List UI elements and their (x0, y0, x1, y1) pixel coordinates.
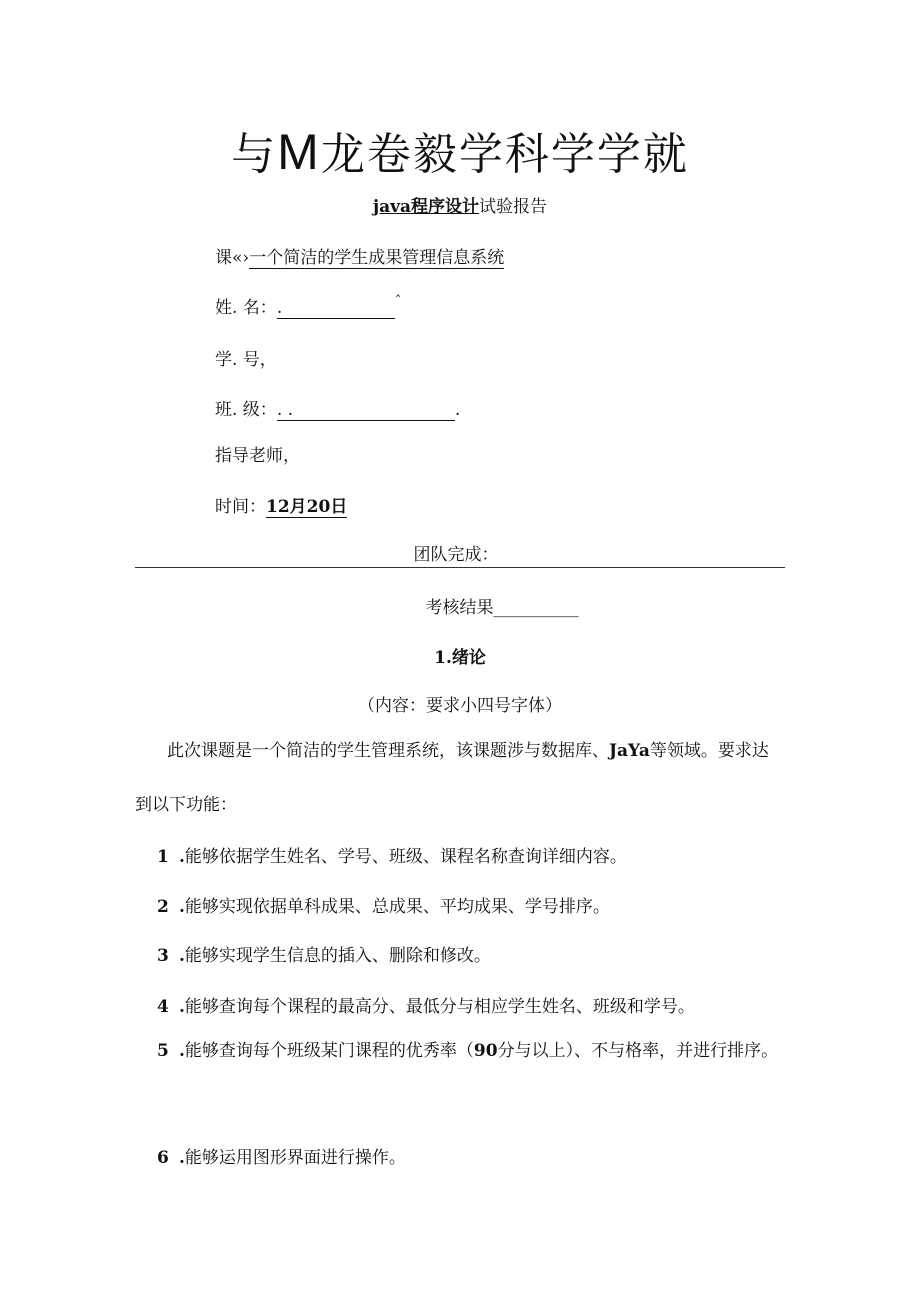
intro-part1: 此次课题是一个简洁的学生管理系统，该课题涉与数据库、 (167, 741, 609, 761)
name-field (215, 293, 401, 319)
document-title (0, 118, 920, 182)
section-note: （内容：要求小四号字体） (358, 696, 562, 716)
list-item (157, 892, 610, 917)
advisor-label: 指导老师， (215, 446, 300, 466)
item-number: 5 (157, 1041, 169, 1061)
item-dot: . (179, 847, 185, 867)
list-item (157, 992, 695, 1017)
name-tail: ˆ (394, 294, 402, 309)
item-dot: . (179, 946, 185, 966)
class-tail: . (454, 400, 461, 420)
list-item (157, 1143, 406, 1168)
title-part2: 龙卷毅学科学学就 (320, 129, 689, 180)
intro-bold: JaYa (609, 741, 650, 761)
name-value-text: . (276, 298, 283, 318)
report-subtitle (0, 192, 920, 217)
date-value: 12月20日 (266, 497, 348, 517)
item-text: 能够运用图形界面进行操作。 (184, 1148, 406, 1168)
topic-label: 课«› (215, 248, 250, 268)
date-field (215, 492, 347, 518)
team-completion: 团队完成： (413, 545, 499, 565)
item-text: 能够实现学生信息的插入、删除和修改。 (184, 946, 491, 966)
name-label: 姓. 名： (215, 298, 277, 318)
intro-paragraph (135, 724, 785, 832)
section-heading: 1.绪论 (434, 648, 486, 668)
list-item (157, 941, 491, 966)
item-number: 4 (157, 997, 169, 1017)
item-text-part2: 分与以上）、不与格率，并进行排序。 (497, 1041, 779, 1061)
item-number: 1 (157, 847, 169, 867)
student-id-label: 学. 号， (215, 350, 277, 370)
item-dot: . (179, 1041, 185, 1061)
title-m: M (277, 124, 321, 180)
advisor-field (215, 441, 300, 466)
intro-part2: 等领域。要求达到以下功能： (135, 741, 769, 815)
class-value-text: . . (276, 400, 294, 420)
item-number: 6 (157, 1148, 169, 1168)
item-dot: . (179, 997, 185, 1017)
item-text: 能够依据学生姓名、学号、班级、课程名称查询详细内容。 (184, 847, 627, 867)
class-field (215, 395, 460, 421)
name-value (277, 298, 395, 319)
item-text: 能够查询每个课程的最高分、最低分与相应学生姓名、班级和学号。 (184, 997, 695, 1017)
student-id-field (215, 345, 277, 370)
assessment-blank: __________ (493, 598, 579, 618)
topic-field (215, 243, 504, 269)
topic-value: 一个简洁的学生成果管理信息系统 (249, 248, 505, 268)
item-number: 3 (157, 946, 169, 966)
assessment-result (42, 593, 920, 618)
assessment-label: 考核结果 (425, 598, 494, 618)
item-dot: . (179, 1148, 185, 1168)
subtitle-course: java程序设计 (372, 197, 480, 217)
subtitle-rest: 试验报告 (479, 197, 548, 217)
item-text: 能够实现依据单科成果、总成果、平均成果、学号排序。 (184, 897, 610, 917)
item-number: 2 (157, 897, 169, 917)
divider-line (135, 567, 785, 568)
date-label: 时间： (215, 497, 266, 517)
item-text-bold: 90 (473, 1041, 498, 1061)
list-item (135, 1024, 785, 1078)
list-item (157, 842, 627, 867)
item-text-part1: 能够查询每个班级某门课程的优秀率（ (184, 1041, 474, 1061)
item-dot: . (179, 897, 185, 917)
title-part1: 与 (231, 129, 278, 180)
class-label: 班. 级： (215, 400, 277, 420)
class-value (277, 400, 455, 421)
